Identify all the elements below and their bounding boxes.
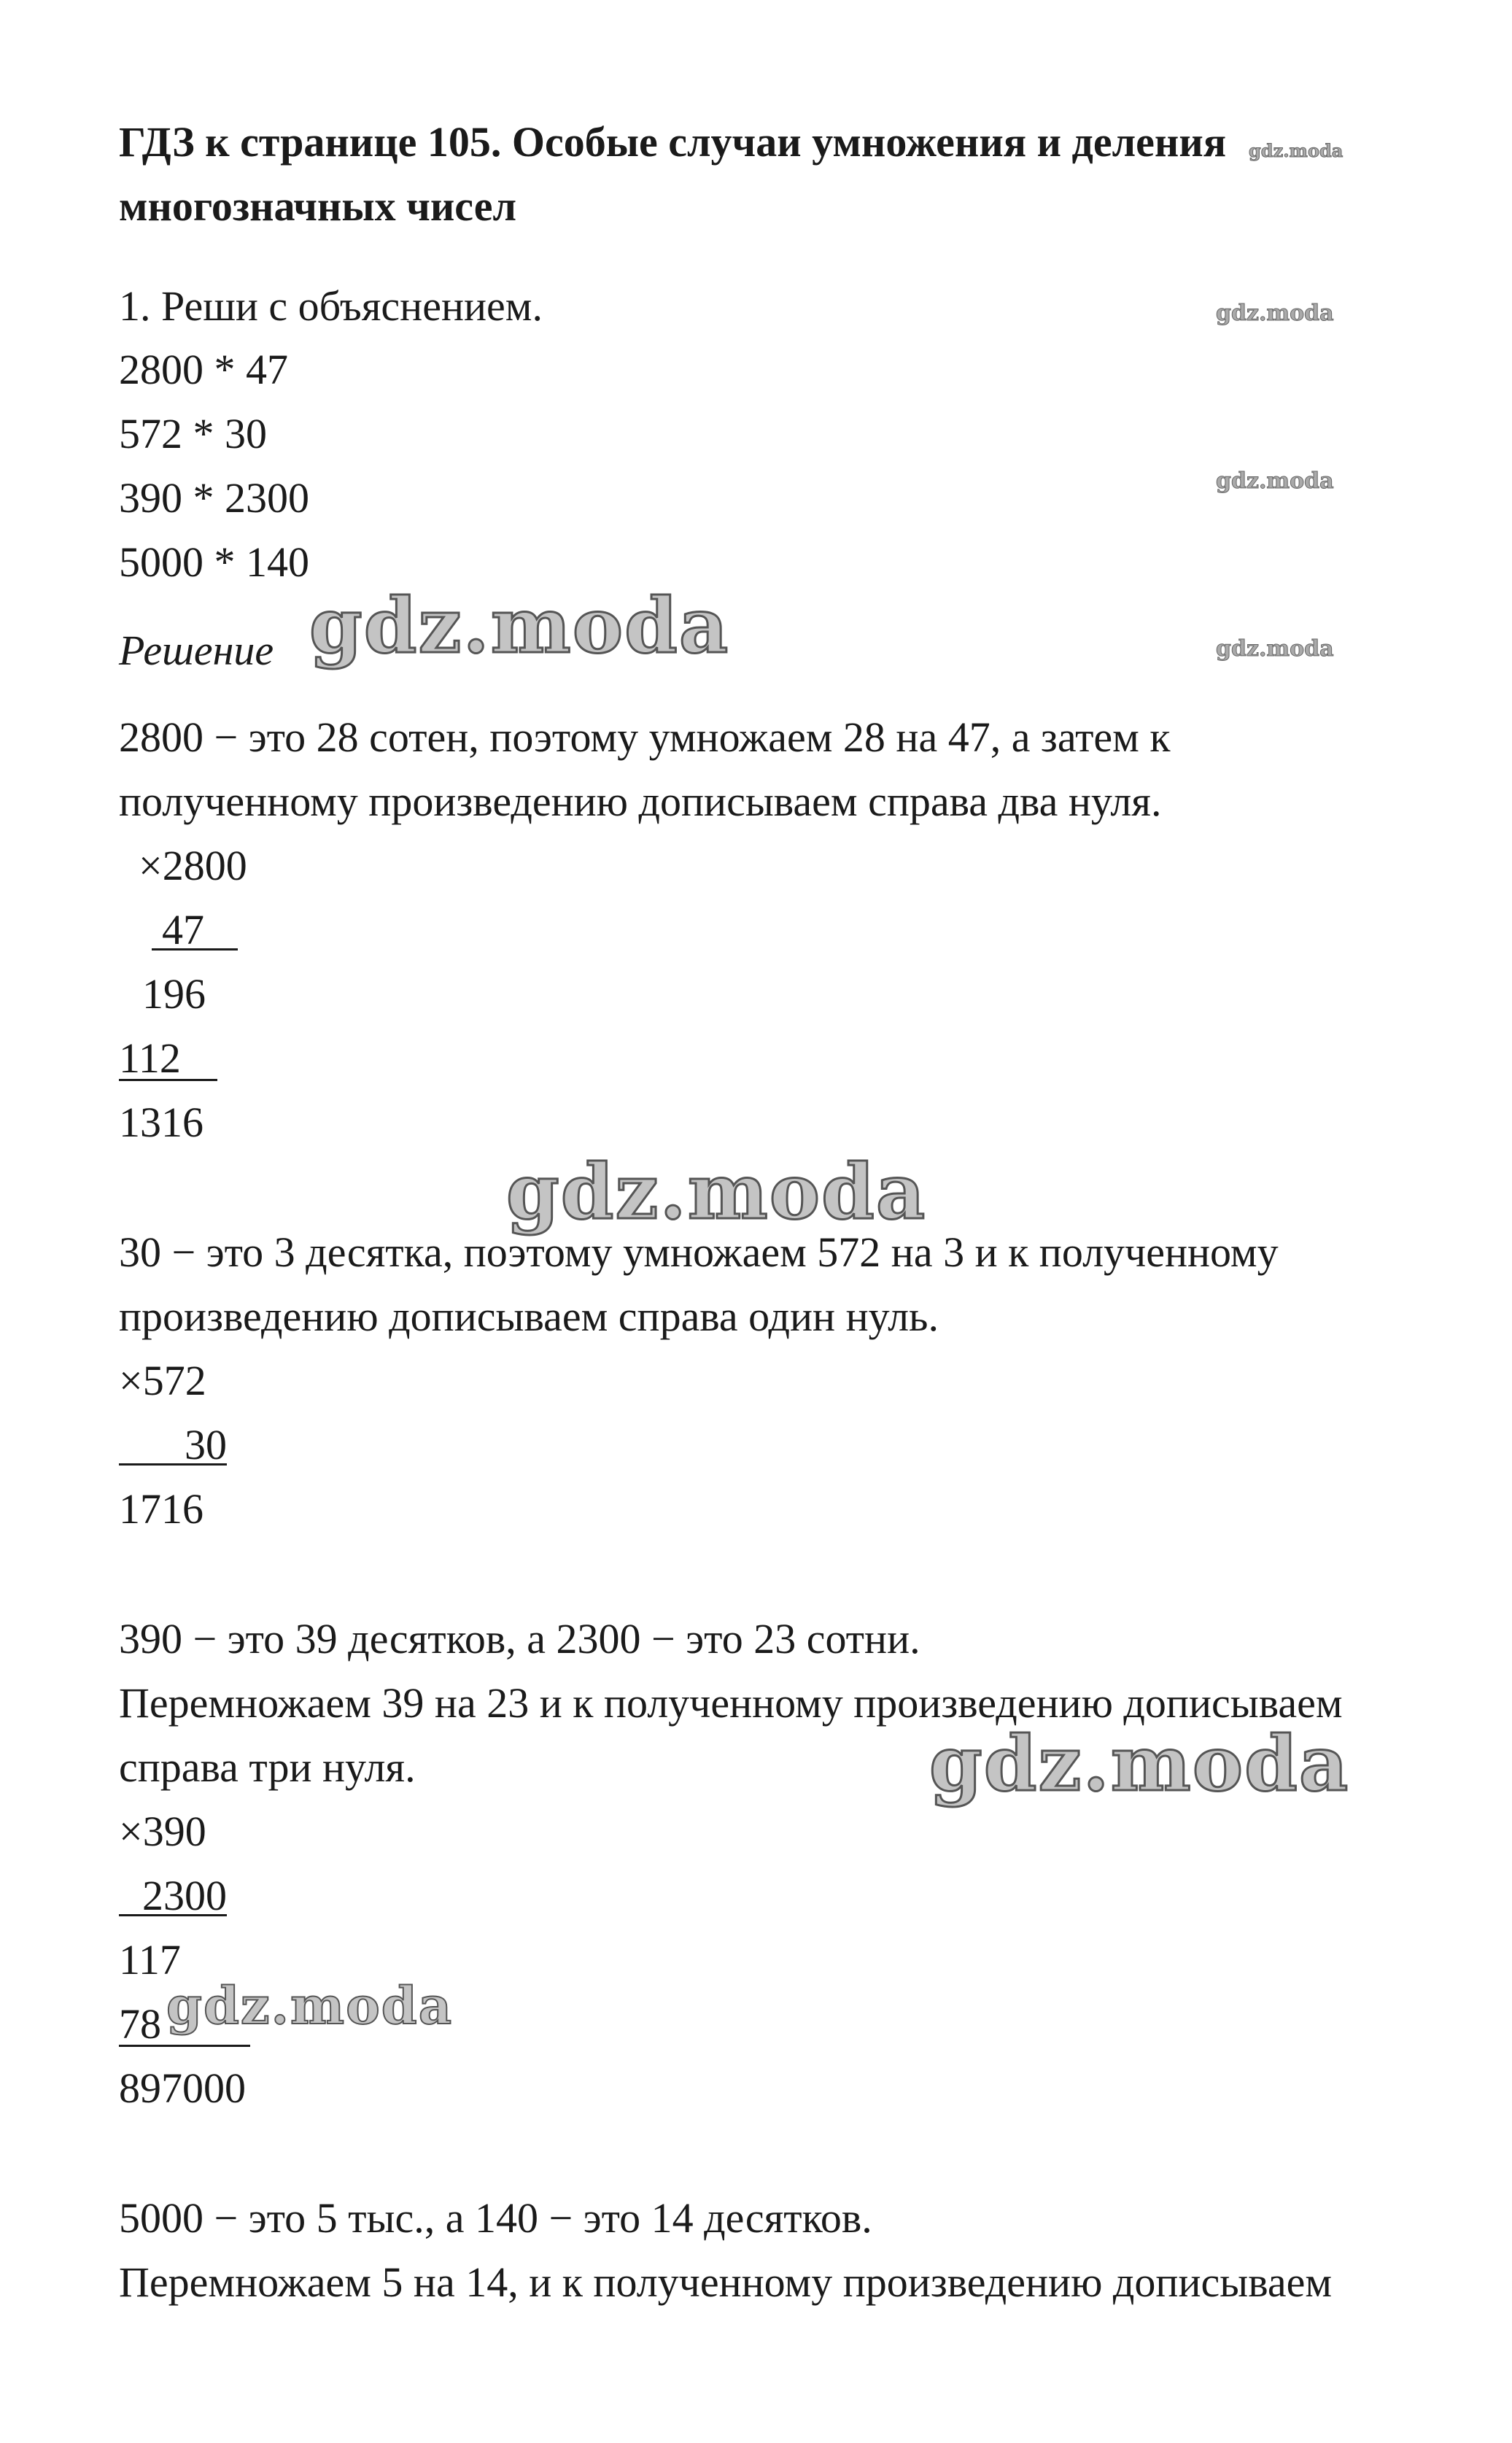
- watermark: gdz.moda: [1216, 468, 1334, 494]
- watermark: gdz.moda: [1216, 636, 1334, 662]
- calc-line: ×390: [119, 1808, 206, 1855]
- calc-line: 47: [152, 905, 238, 951]
- calc-line: 78: [119, 1999, 250, 2047]
- page-title-line-1: ГДЗ к странице 105. Особые случаи умножения и деления: [119, 118, 1227, 166]
- task-item: 2800 * 47: [119, 346, 288, 393]
- explanation-line: полученному произведению дописываем справа два нуля.: [119, 778, 1162, 825]
- explanation-line: 30 − это 3 десятка, поэтому умножаем 572 на 3 и к полученному: [119, 1228, 1279, 1276]
- explanation-line: произведению дописываем справа один нуль.: [119, 1293, 939, 1340]
- watermark: gdz.moda: [309, 581, 730, 670]
- calc-line: 1716: [119, 1485, 203, 1533]
- page-title-line-2: многозначных чисел: [119, 182, 516, 230]
- calc-line: ×572: [119, 1357, 206, 1404]
- explanation-line: Перемножаем 5 на 14, и к полученному произведению дописываем: [119, 2258, 1333, 2306]
- calc-line: 897000: [119, 2064, 246, 2112]
- explanation-line: 390 − это 39 десятков, а 2300 − это 23 сотни.: [119, 1615, 920, 1662]
- calc-line: 2300: [119, 1870, 227, 1916]
- calc-line: 117: [119, 1936, 181, 1983]
- calc-line: 30: [119, 1420, 227, 1466]
- watermark: gdz.moda: [929, 1719, 1350, 1808]
- calc-line: 196: [142, 970, 206, 1018]
- calc-line: 112: [119, 1033, 217, 1081]
- task-item: 5000 * 140: [119, 538, 309, 586]
- watermark: gdz.moda: [166, 1975, 454, 2036]
- calc-line: 1316: [119, 1099, 203, 1146]
- task-item: 572 * 30: [119, 410, 267, 457]
- explanation-line: справа три нуля.: [119, 1743, 416, 1791]
- watermark: gdz.moda: [1216, 301, 1334, 326]
- watermark: gdz.moda: [506, 1147, 927, 1236]
- explanation-line: Перемножаем 39 на 23 и к полученному произведению дописываем: [119, 1679, 1343, 1727]
- watermark: gdz.moda: [1249, 140, 1344, 161]
- calc-line: ×2800: [139, 842, 247, 889]
- solution-label: Решение: [119, 627, 274, 674]
- explanation-line: 5000 − это 5 тыс., а 140 − это 14 десятков.: [119, 2194, 872, 2242]
- task-item: 390 * 2300: [119, 474, 309, 522]
- task-title: 1. Реши с объяснением.: [119, 282, 543, 330]
- explanation-line: 2800 − это 28 сотен, поэтому умножаем 28 на 47, а затем к: [119, 713, 1171, 761]
